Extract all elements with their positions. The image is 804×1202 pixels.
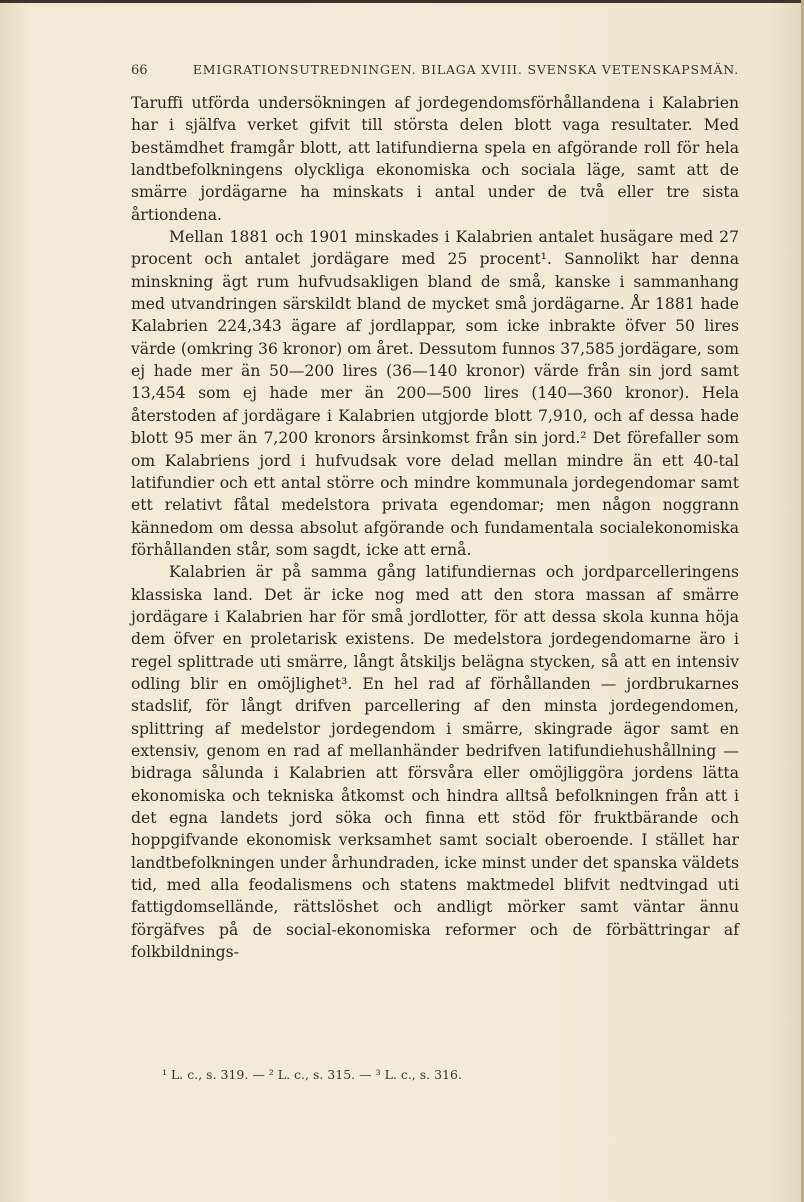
running-title: EMIGRATIONSUTREDNINGEN. BILAGA XVIII. SVENSKA VETENSKAPSMÄN. (192, 62, 739, 77)
paragraph-2: Mellan 1881 och 1901 minskades i Kalabrien antalet husägare med 27 procent och antalet jordägare med 25 procent¹. Sannolikt har denna minskning ägt rum hufvudsakligen bland de små, kanske i sammanhang med utvandringen särskildt bland de mycket små jordägarne. År 1881 hade Kalabrien 224,343 ägare af jordlappar, som icke inbrakte öfver 50 lires värde (omkring 36 kronor) om året. Dessutom funnos 37,585 jordägare, som ej hade mer än 50—200 lires (36—140 kronor) värde från sin jord samt 13,454 som ej hade mer än 200—500 lires (140—360 kronor). Hela återstoden af jordägare i Kalabrien utgjorde blott 7,910, och af dessa hade blott 95 mer än 7,200 kronors årsinkomst från sin jord.² Det förefaller som om Kalabriens jord i hufvudsak vore delad mellan mindre än ett 40-tal latifundier och ett antal större och mindre kommunala jordegendomar samt ett relativt fåtal medelstora privata egendomar; men någon noggrann kännedom om dessa absolut afgörande och fundamentala socialekonomiska förhållanden står, som sagdt, icke att ernå. (131, 228, 739, 559)
footnotes: ¹ L. c., s. 319. — ² L. c., s. 315. — ³ L. c., s. 316. (162, 1067, 462, 1082)
paragraph-3: Kalabrien är på samma gång latifundiernas och jordparcelleringens klassiska land. Det är icke nog med att den stora massan af smärre jordägare i Kalabrien har för små jordlotter, för att dessa skola kunna höja dem öfver en proletarisk existens. De medelstora jordegendomarne äro i regel splittrade uti smärre, långt åtskiljs belägna stycken, så att en intensiv odling blir en omöjlighet³. En hel rad af förhållanden — jordbrukarnes stadslif, för långt drifven parcellering af den minsta jordegendomen, splittring af medelstor jordegendom i smärre, skingrade ägor samt en extensiv, genom en rad af mellanhänder bedrifven latifundiehushållning — bidraga sålunda i Kalabrien att försvåra eller omöjliggöra jordens lätta ekonomiska och tekniska åtkomst och hindra alltså befolkningen från att i det egna landets jord söka och finna ett stöd för fruktbärande och hoppgifvande ekonomisk verksamhet samt socialt oberoende. I stället har landtbefolkningen under århundraden, icke minst under det spanska väldets tid, med alla feodalismens och statens maktmedel blifvit nedtvingad uti fattigdomsellände, rättslöshet och andligt mörker samt väntar ännu förgäfves på de social-ekonomiska reformer och de förbättringar af folkbildnings- (131, 563, 739, 962)
body-text (131, 92, 739, 963)
running-header (131, 62, 739, 82)
top-border (0, 0, 804, 3)
paragraph-1: Taruffi utförda undersökningen af jordegendomsförhållandena i Kalabrien har i själfva verket gifvit till största delen blott vaga resultater. Med bestämdhet framgår blott, att latifundierna spela en afgörande roll för hela landtbefolkningens olyckliga ekonomiska och sociala läge, samt att de smärre jordägarne ha minskats i antal under de två eller tre sista årtiondena. (131, 94, 739, 224)
page-number: 66 (131, 63, 148, 78)
